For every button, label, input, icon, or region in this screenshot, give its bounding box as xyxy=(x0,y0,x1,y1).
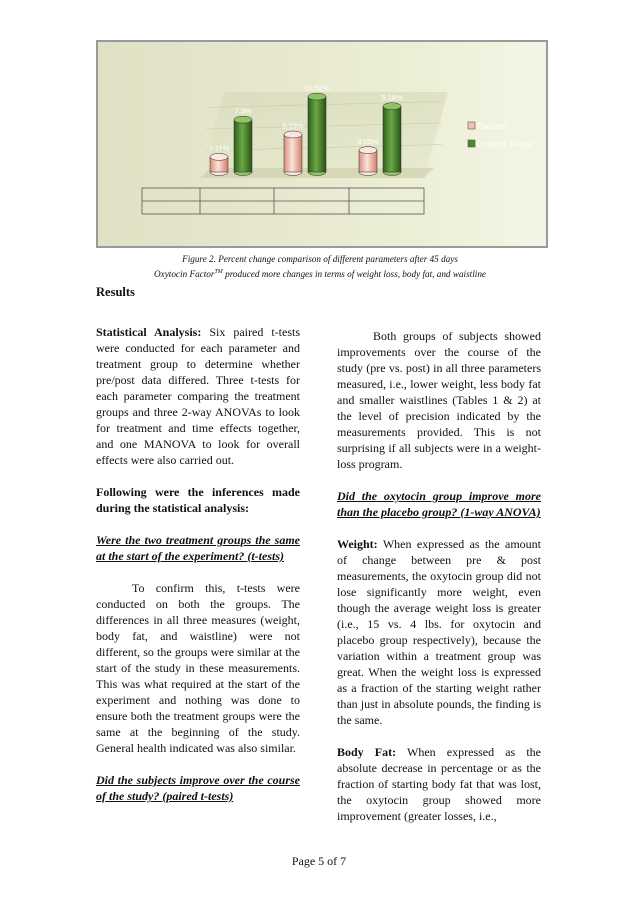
figure-2-chart xyxy=(96,40,548,248)
bar-body xyxy=(383,106,401,172)
statistical-analysis-paragraph xyxy=(96,324,300,468)
bar-top xyxy=(234,116,252,123)
left-column xyxy=(96,324,300,820)
bar-placebo-2 xyxy=(284,131,302,175)
body-fat-lead: Body Fat: xyxy=(337,745,397,759)
weight-lead: Weight: xyxy=(337,537,378,551)
results-heading: Results xyxy=(96,285,135,299)
statistical-analysis-lead: Statistical Analysis: xyxy=(96,325,202,339)
inferences-heading: Following were the inferences made during the statistical analysis: xyxy=(96,485,300,515)
right-column xyxy=(337,328,541,840)
question-2 xyxy=(96,772,300,804)
bar-top xyxy=(284,131,302,138)
weight-paragraph xyxy=(337,536,541,728)
legend-swatch-oxytocin xyxy=(468,140,475,147)
bar-body xyxy=(308,97,326,172)
body-fat-text: When expressed as the absolute decrease in percentage or as the fraction of starting body fat that was lost, the oxytocin group showed more improvement (greater losses, i.e., xyxy=(337,745,542,823)
data-label-oxytocin-3: 9.18% xyxy=(381,93,403,103)
bar-body xyxy=(284,135,302,172)
legend-label-placebo: Placebo xyxy=(477,122,506,131)
question-3-text: Did the oxytocin group improve more than the placebo group? (1-way ANOVA) xyxy=(337,489,541,519)
legend-label-oxytocin: Oxytocin Factor xyxy=(477,140,534,149)
caption-text: produced more changes in terms of weight loss, body fat, and waistline xyxy=(222,269,486,280)
body-fat-paragraph xyxy=(337,744,541,824)
data-label-placebo-1: 2.11% xyxy=(208,143,230,153)
caption-product: Oxytocin Factor xyxy=(154,269,215,280)
question-3 xyxy=(337,488,541,520)
bar-placebo-3 xyxy=(359,147,377,176)
statistical-analysis-text: Six paired t-tests were conducted for each parameter and treatment group to determine whether pre/post data differed. Three t-tests for each parameter comparing the treatment groups and three 2-way ANOVAs to look for treatment and time effects together, and one MANOVA to look for overall effects were also carried out. xyxy=(96,325,300,467)
weight-text: When expressed as the amount of change between pre & post measurements, the oxytocin group did not lose significantly more weight, even though the average weight loss is greater (i.e., 15 vs. 4 lbs. for oxytocin and placebo group respectively), because the variation within a treatment group was great. When the weight loss is expressed as a fraction of the starting weight rather than just in absolute pounds, the finding is the same. xyxy=(337,537,541,727)
ttest-paragraph: To confirm this, t-tests were conducted on both the groups. The differences in all three measures (weight, body fat, and waistline) were not different, so the groups were similar at the start of the study in these measurements. This was what required at the start of the experiment and nothing was done to ensure both the treatment groups were the same at the beginning of the study. General health indicated was also similar. xyxy=(96,581,300,755)
figure-caption xyxy=(100,253,540,281)
legend-swatch-placebo xyxy=(468,122,475,129)
bar-top xyxy=(210,153,228,160)
bar-placebo-1 xyxy=(210,153,228,175)
data-label-placebo-2: 5.23% xyxy=(282,121,304,131)
question-2-text: Did the subjects improve over the course of the study? (paired t-tests) xyxy=(96,773,300,803)
question-1 xyxy=(96,532,300,564)
bar-top xyxy=(308,93,326,100)
data-label-oxytocin-2: 10.52% xyxy=(304,83,330,93)
data-label-placebo-3: 3.05% xyxy=(357,137,379,147)
data-label-oxytocin-1: 7.3% xyxy=(234,106,252,116)
improvement-paragraph: Both groups of subjects showed improvements over the course of the study (pre vs. post) in all three parameters measured, i.e., lower weight, less body fat and smaller waistlines (Tables 1 & 2) at the level of precision indicated by the measurements provided. This is not surprising if all subjects were in a weight-loss program. xyxy=(337,329,541,471)
caption-line-1: Figure 2. Percent change comparison of different parameters after 45 days xyxy=(182,254,458,264)
bar-oxytocin-2 xyxy=(308,93,326,175)
bar-top xyxy=(359,147,377,154)
bar-top xyxy=(383,103,401,110)
bar-oxytocin-1 xyxy=(234,116,252,175)
question-1-text: Were the two treatment groups the same at the start of the experiment? (t-tests) xyxy=(96,533,300,563)
bar-body xyxy=(234,120,252,172)
bar-oxytocin-3 xyxy=(383,103,401,176)
caption-line-2 xyxy=(100,266,540,281)
caption-trademark: TM xyxy=(214,269,223,275)
page-number: Page 5 of 7 xyxy=(291,854,347,868)
